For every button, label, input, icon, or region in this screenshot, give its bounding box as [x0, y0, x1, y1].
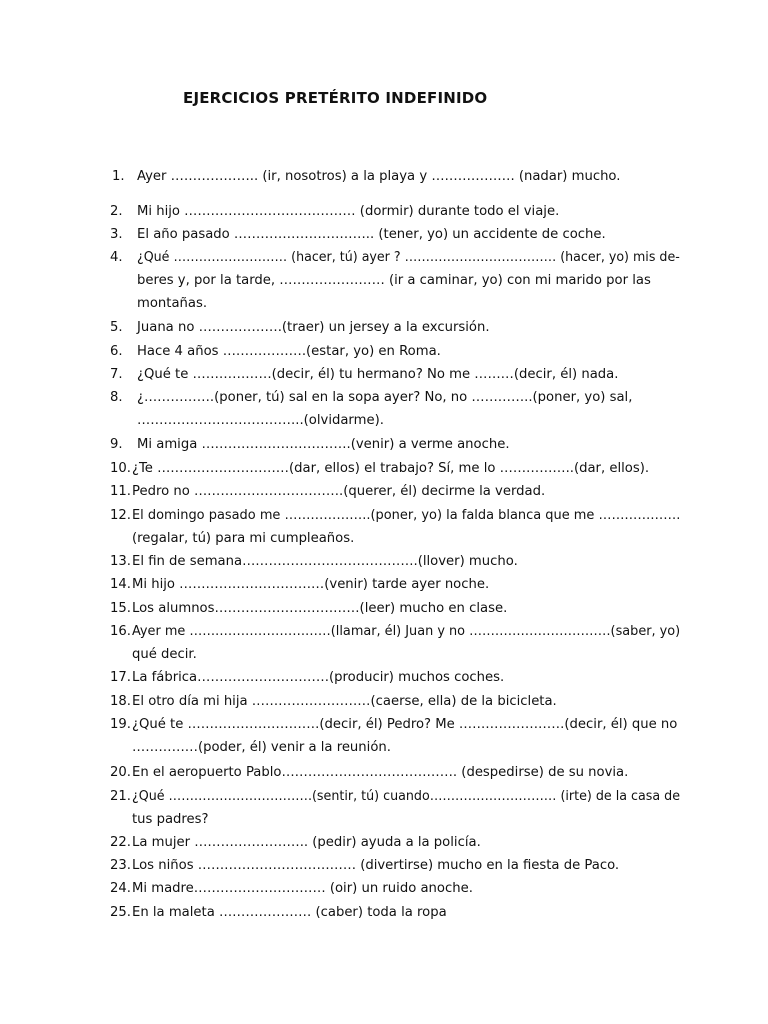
- exercise-text: En la maleta ………………… (caber) toda la ropa: [132, 905, 447, 920]
- exercise-number: 22.: [110, 835, 131, 850]
- exercise-number: 11.: [110, 484, 131, 499]
- exercise-text: Los niños ……………………………… (divertirse) mucho en la fiesta de Paco.: [132, 858, 620, 873]
- exercise-number: 4.: [110, 250, 123, 265]
- exercise-number: 14.: [110, 577, 131, 592]
- exercise-number: 3.: [110, 227, 123, 242]
- exercise-text: Ayer me ……………………………(llamar, él) Juan y no ……………………………(saber, yo): [132, 624, 681, 639]
- exercise-text: Mi amiga …………………………….(venir) a verme anoche.: [137, 437, 510, 452]
- exercise-number: 7.: [110, 367, 123, 382]
- exercise-number: 23.: [110, 858, 131, 873]
- exercise-number: 10.: [110, 461, 131, 476]
- exercise-text: Los alumnos……………………………(leer) mucho en clase.: [132, 601, 508, 616]
- exercise-text: Hace 4 años ……………….(estar, yo) en Roma.: [137, 344, 441, 359]
- exercise-number: 6.: [110, 344, 123, 359]
- exercise-number: 15.: [110, 601, 131, 616]
- exercise-number: 18.: [110, 694, 131, 709]
- exercise-text-continued: qué decir.: [132, 647, 197, 662]
- exercise-text-continued: montañas.: [137, 296, 208, 311]
- exercise-number: 2.: [110, 204, 123, 219]
- exercise-number: 5.: [110, 320, 123, 335]
- exercise-number: 9.: [110, 437, 123, 452]
- exercise-number: 19.: [110, 717, 131, 732]
- exercise-text: Juana no ……………….(traer) un jersey a la excursión.: [137, 320, 490, 335]
- exercise-text: Pedro no …………………………….(querer, él) decirme la verdad.: [132, 484, 546, 499]
- exercise-text: ¿Qué te …………………………(decir, él) Pedro? Me ……………………(decir, él) que no: [132, 717, 678, 732]
- exercise-number: 24.: [110, 881, 131, 896]
- exercise-text: El otro día mi hija ………………………(caerse, ella) de la bicicleta.: [132, 694, 557, 709]
- exercise-text-continued: ………………………………..(olvidarme).: [137, 413, 384, 428]
- exercise-text: ¿Qué te ………………(decir, él) tu hermano? No me ………(decir, él) nada.: [137, 367, 619, 382]
- exercise-text: ¿Te …………………………(dar, ellos) el trabajo? Sí, me lo ……………..(dar, ellos).: [132, 461, 650, 476]
- exercise-text: ¿…………….(poner, tú) sal en la sopa ayer? No, no …………..(poner, yo) sal,: [137, 390, 633, 405]
- exercise-number: 17.: [110, 670, 131, 685]
- exercise-text: El fin de semana………………………………….(llover) mucho.: [132, 554, 518, 569]
- exercise-number: 20.: [110, 765, 131, 780]
- exercise-number: 12.: [110, 508, 131, 523]
- exercise-text: Mi madre………………………… (oir) un ruido anoche.: [132, 881, 473, 896]
- exercise-text: ¿Qué …………………………….(sentir, tú) cuando………………………… (irte) de la casa de: [132, 789, 681, 804]
- exercise-text: La mujer …………………….. (pedir) ayuda a la policía.: [132, 835, 481, 850]
- exercise-text: El domingo pasado me ………………..(poner, yo) la falda blanca que me ……………….: [132, 508, 681, 523]
- page-title: EJERCICIOS PRETÉRITO INDEFINIDO: [183, 89, 488, 107]
- exercise-number: 1.: [112, 169, 125, 184]
- exercise-text: La fábrica…………………………(producir) muchos coches.: [132, 670, 505, 685]
- exercise-text: En el aeropuerto Pablo…………………………………. (despedirse) de su novia.: [132, 765, 629, 780]
- exercise-text: El año pasado ………………………….. (tener, yo) un accidente de coche.: [137, 227, 606, 242]
- exercise-text-continued: beres y, por la tarde, …………………… (ir a caminar, yo) con mi marido por las: [137, 273, 651, 288]
- exercise-text: Mi hijo ……………………………(venir) tarde ayer noche.: [132, 577, 490, 592]
- exercise-text: ¿Qué ……………………… (hacer, tú) ayer ? ……………………………… (hacer, yo) mis de-: [137, 250, 680, 265]
- exercise-number: 8.: [110, 390, 123, 405]
- exercise-number: 25.: [110, 905, 131, 920]
- exercise-text-continued: tus padres?: [132, 812, 209, 827]
- exercise-text: Mi hijo ………………………………… (dormir) durante todo el viaje.: [137, 204, 560, 219]
- exercise-number: 13.: [110, 554, 131, 569]
- exercise-number: 21.: [110, 789, 131, 804]
- exercise-number: 16.: [110, 624, 131, 639]
- exercise-text: Ayer ……………….. (ir, nosotros) a la playa y ………………. (nadar) mucho.: [137, 169, 621, 184]
- exercise-text-continued: (regalar, tú) para mi cumpleaños.: [132, 531, 355, 546]
- exercise-text-continued: ……………(poder, él) venir a la reunión.: [132, 740, 391, 755]
